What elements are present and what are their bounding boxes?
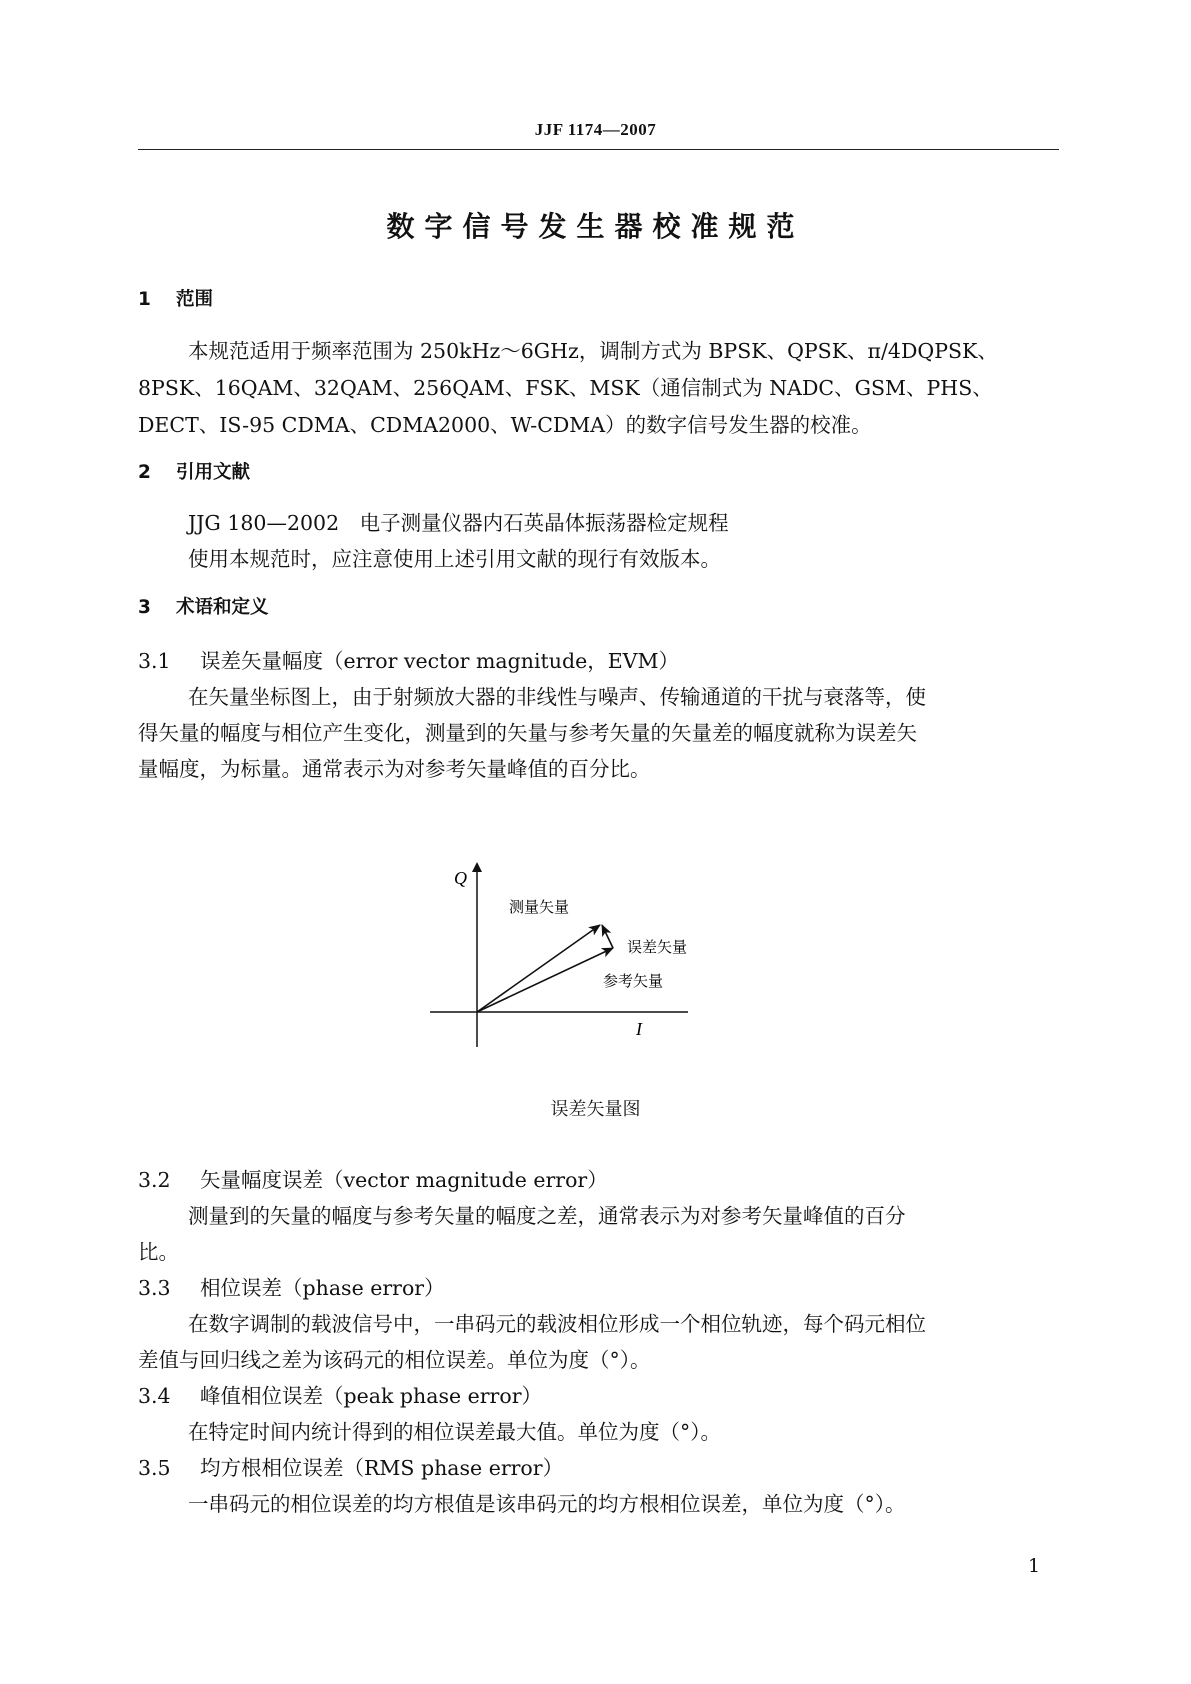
section-3-heading	[138, 593, 269, 619]
definition-line: 差值与回归线之差为该码元的相位误差。单位为度（°）。	[138, 1348, 651, 1372]
document-title: 数字信号发生器校准规范	[386, 210, 805, 243]
term-title: 峰值相位误差（peak phase error）	[200, 1384, 543, 1408]
term-number: 3.1	[138, 649, 171, 673]
section-number: 2	[138, 462, 151, 483]
definition-line: 得矢量的幅度与相位产生变化，测量到的矢量与参考矢量的矢量差的幅度就称为误差矢	[138, 721, 917, 745]
figure-caption: 误差矢量图	[550, 1099, 641, 1120]
measured-vector	[477, 925, 600, 1012]
vector-diagram-svg	[430, 862, 790, 1112]
section-1-line: 8PSK、16QAM、32QAM、256QAM、FSK、MSK（通信制式为 NADC、GSM、PHS、	[138, 376, 993, 400]
q-axis-arrow	[472, 862, 482, 872]
term-number: 3.5	[138, 1456, 171, 1480]
section-title: 术语和定义	[176, 597, 269, 618]
page-number: 1	[1028, 1555, 1041, 1577]
reference-note: 使用本规范时，应注意使用上述引用文献的现行有效版本。	[188, 547, 721, 571]
term-number: 3.4	[138, 1384, 171, 1408]
error-vector-diagram	[430, 862, 790, 1112]
term-title: 相位误差（phase error）	[200, 1276, 445, 1300]
term-3-1	[138, 644, 679, 674]
term-number: 3.2	[138, 1168, 171, 1192]
section-2-heading	[138, 458, 250, 484]
section-title: 引用文献	[176, 462, 251, 483]
i-axis-label: I	[636, 1019, 642, 1039]
section-number: 1	[138, 289, 151, 310]
term-3-2	[138, 1163, 608, 1193]
section-1-line: 本规范适用于频率范围为 250kHz～6GHz，调制方式为 BPSK、QPSK、π/4DQPSK、	[188, 339, 998, 363]
definition-line: 测量到的矢量的幅度与参考矢量的幅度之差，通常表示为对参考矢量峰值的百分	[188, 1204, 906, 1228]
term-title: 误差矢量幅度（error vector magnitude，EVM）	[200, 649, 679, 673]
term-3-3	[138, 1271, 445, 1301]
definition-line: 在矢量坐标图上，由于射频放大器的非线性与噪声、传输通道的干扰与衰落等，使	[188, 685, 926, 709]
reference-vector-label: 参考矢量	[603, 972, 664, 990]
section-title: 范围	[176, 289, 214, 310]
reference-vector	[477, 948, 613, 1012]
term-3-4	[138, 1379, 542, 1409]
term-title: 矢量幅度误差（vector magnitude error）	[200, 1168, 608, 1192]
definition-line: 在特定时间内统计得到的相位误差最大值。单位为度（°）。	[188, 1420, 721, 1444]
definition-line: 量幅度，为标量。通常表示为对参考矢量峰值的百分比。	[138, 757, 651, 781]
definition-line: 在数字调制的载波信号中，一串码元的载波相位形成一个相位轨迹，每个码元相位	[188, 1312, 926, 1336]
error-vector-label: 误差矢量	[627, 938, 688, 956]
term-number: 3.3	[138, 1276, 171, 1300]
reference-entry: JJG 180—2002 电子测量仪器内石英晶体振荡器检定规程	[188, 511, 729, 535]
definition-line: 比。	[138, 1240, 179, 1264]
header-rule	[138, 149, 1059, 150]
section-1-line: DECT、IS-95 CDMA、CDMA2000、W-CDMA）的数字信号发生器的校准。	[138, 413, 872, 437]
section-number: 3	[138, 597, 151, 618]
standard-code: JJF 1174—2007	[534, 120, 657, 139]
q-axis-label: Q	[454, 868, 467, 888]
section-1-heading	[138, 285, 213, 311]
term-title: 均方根相位误差（RMS phase error）	[200, 1456, 564, 1480]
definition-line: 一串码元的相位误差的均方根值是该串码元的均方根相位误差，单位为度（°）。	[188, 1492, 906, 1516]
measured-vector-label: 测量矢量	[509, 898, 570, 916]
error-vector	[602, 925, 613, 948]
term-3-5	[138, 1451, 563, 1481]
